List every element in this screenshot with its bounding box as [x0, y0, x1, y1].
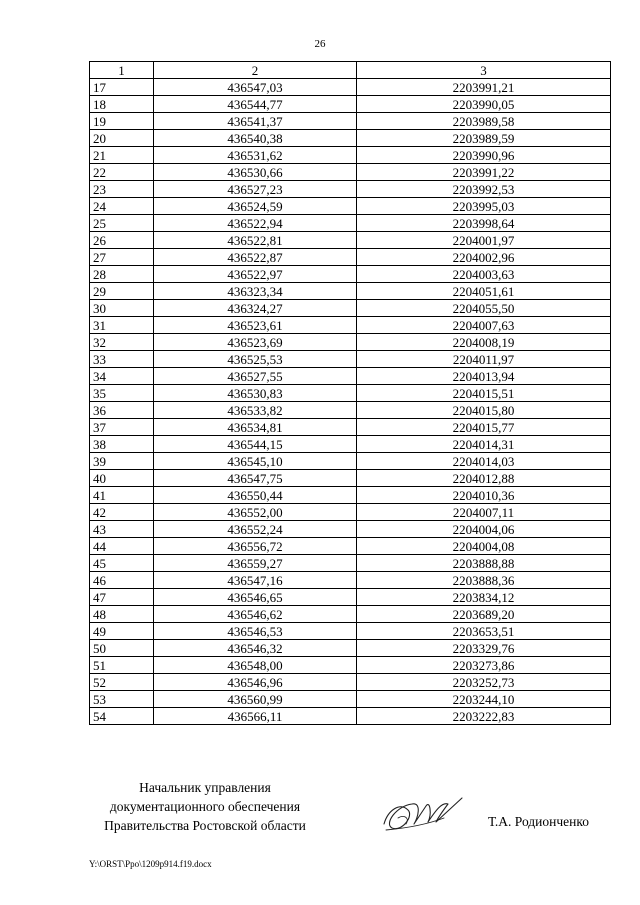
point-number-cell: 51 [90, 657, 154, 674]
point-number-cell: 44 [90, 538, 154, 555]
table-row [90, 606, 611, 623]
point-number-cell: 19 [90, 113, 154, 130]
point-number-cell: 21 [90, 147, 154, 164]
coordinate-y-cell: 2204015,51 [357, 385, 611, 402]
coordinate-y-cell: 2204012,88 [357, 470, 611, 487]
coordinate-x-cell: 436546,96 [154, 674, 357, 691]
coordinate-x-cell: 436527,23 [154, 181, 357, 198]
coordinate-y-cell: 2203989,58 [357, 113, 611, 130]
coordinate-x-cell: 436541,37 [154, 113, 357, 130]
table-row [90, 300, 611, 317]
coordinate-y-cell: 2204014,31 [357, 436, 611, 453]
coordinate-y-cell: 2204007,63 [357, 317, 611, 334]
coordinate-y-cell: 2204001,97 [357, 232, 611, 249]
coordinate-y-cell: 2203244,10 [357, 691, 611, 708]
coordinate-x-cell: 436556,72 [154, 538, 357, 555]
table-header-row [90, 62, 611, 79]
table-row [90, 453, 611, 470]
point-number-cell: 47 [90, 589, 154, 606]
coordinate-x-cell: 436324,27 [154, 300, 357, 317]
coordinate-x-cell: 436524,59 [154, 198, 357, 215]
coordinate-y-cell: 2203995,03 [357, 198, 611, 215]
coordinate-x-cell: 436527,55 [154, 368, 357, 385]
coordinate-y-cell: 2203990,05 [357, 96, 611, 113]
table-row [90, 368, 611, 385]
point-number-cell: 20 [90, 130, 154, 147]
coordinate-y-cell: 2203273,86 [357, 657, 611, 674]
coordinate-y-cell: 2203888,36 [357, 572, 611, 589]
point-number-cell: 34 [90, 368, 154, 385]
coordinate-x-cell: 436566,11 [154, 708, 357, 725]
table-row [90, 657, 611, 674]
coordinate-x-cell: 436552,00 [154, 504, 357, 521]
file-path: Y:\ORST\Ppo\1209p914.f19.docx [89, 859, 212, 869]
point-number-cell: 30 [90, 300, 154, 317]
point-number-cell: 53 [90, 691, 154, 708]
table-row [90, 351, 611, 368]
coordinate-y-cell: 2203990,96 [357, 147, 611, 164]
point-number-cell: 39 [90, 453, 154, 470]
point-number-cell: 38 [90, 436, 154, 453]
table-row [90, 521, 611, 538]
header-cell-1: 1 [90, 62, 154, 79]
page-number: 26 [314, 38, 326, 50]
header-cell-3: 3 [357, 62, 611, 79]
coordinate-y-cell: 2204055,50 [357, 300, 611, 317]
signer-title-line-3: Правительства Ростовской области [104, 818, 306, 833]
coordinate-x-cell: 436544,15 [154, 436, 357, 453]
point-number-cell: 18 [90, 96, 154, 113]
table-row [90, 402, 611, 419]
point-number-cell: 36 [90, 402, 154, 419]
coordinate-x-cell: 436540,38 [154, 130, 357, 147]
table-row [90, 96, 611, 113]
table-row [90, 334, 611, 351]
signer-title-line-1: Начальник управления [139, 780, 271, 795]
signer-title-line-2: документационного обеспечения [109, 799, 301, 814]
coordinate-y-cell: 2203834,12 [357, 589, 611, 606]
coordinates-table [89, 61, 611, 725]
coordinate-x-cell: 436559,27 [154, 555, 357, 572]
coordinate-x-cell: 436546,62 [154, 606, 357, 623]
coordinate-x-cell: 436545,10 [154, 453, 357, 470]
point-number-cell: 46 [90, 572, 154, 589]
point-number-cell: 40 [90, 470, 154, 487]
point-number-cell: 43 [90, 521, 154, 538]
coordinate-y-cell: 2203689,20 [357, 606, 611, 623]
table-row [90, 487, 611, 504]
table-row [90, 640, 611, 657]
table-row [90, 419, 611, 436]
table-row [90, 283, 611, 300]
point-number-cell: 24 [90, 198, 154, 215]
coordinate-x-cell: 436547,16 [154, 572, 357, 589]
table-row [90, 623, 611, 640]
table-row [90, 130, 611, 147]
coordinate-y-cell: 2204003,63 [357, 266, 611, 283]
coordinate-y-cell: 2203998,64 [357, 215, 611, 232]
coordinate-x-cell: 436546,53 [154, 623, 357, 640]
table-row [90, 708, 611, 725]
table-row [90, 147, 611, 164]
coordinate-y-cell: 2204011,97 [357, 351, 611, 368]
coordinate-y-cell: 2203222,83 [357, 708, 611, 725]
coordinate-x-cell: 436530,83 [154, 385, 357, 402]
point-number-cell: 37 [90, 419, 154, 436]
coordinate-x-cell: 436546,32 [154, 640, 357, 657]
coordinate-x-cell: 436560,99 [154, 691, 357, 708]
handwritten-signature [378, 788, 468, 838]
point-number-cell: 31 [90, 317, 154, 334]
coordinate-y-cell: 2204004,08 [357, 538, 611, 555]
point-number-cell: 41 [90, 487, 154, 504]
table-row [90, 317, 611, 334]
signer-name: Т.А. Родионченко [488, 814, 589, 829]
coordinate-y-cell: 2204007,11 [357, 504, 611, 521]
coordinate-x-cell: 436544,77 [154, 96, 357, 113]
table-row [90, 232, 611, 249]
table-row [90, 249, 611, 266]
coordinate-y-cell: 2204008,19 [357, 334, 611, 351]
table-row [90, 572, 611, 589]
table-row [90, 181, 611, 198]
point-number-cell: 33 [90, 351, 154, 368]
point-number-cell: 27 [90, 249, 154, 266]
coordinate-y-cell: 2204013,94 [357, 368, 611, 385]
signature-block [70, 778, 340, 835]
table-row [90, 198, 611, 215]
coordinate-x-cell: 436550,44 [154, 487, 357, 504]
coordinate-x-cell: 436522,81 [154, 232, 357, 249]
coordinate-x-cell: 436547,75 [154, 470, 357, 487]
coordinate-x-cell: 436523,61 [154, 317, 357, 334]
coordinate-x-cell: 436546,65 [154, 589, 357, 606]
point-number-cell: 29 [90, 283, 154, 300]
coordinate-y-cell: 2203653,51 [357, 623, 611, 640]
point-number-cell: 17 [90, 79, 154, 96]
coordinate-x-cell: 436531,62 [154, 147, 357, 164]
coordinates-table-body [90, 62, 611, 725]
point-number-cell: 42 [90, 504, 154, 521]
coordinate-y-cell: 2204002,96 [357, 249, 611, 266]
table-row [90, 385, 611, 402]
coordinate-x-cell: 436530,66 [154, 164, 357, 181]
table-row [90, 504, 611, 521]
coordinate-y-cell: 2204010,36 [357, 487, 611, 504]
coordinate-x-cell: 436523,69 [154, 334, 357, 351]
table-row [90, 555, 611, 572]
coordinate-x-cell: 436552,24 [154, 521, 357, 538]
point-number-cell: 50 [90, 640, 154, 657]
coordinate-y-cell: 2203252,73 [357, 674, 611, 691]
coordinate-y-cell: 2203329,76 [357, 640, 611, 657]
coordinate-y-cell: 2204015,77 [357, 419, 611, 436]
coordinate-x-cell: 436533,82 [154, 402, 357, 419]
point-number-cell: 49 [90, 623, 154, 640]
coordinate-y-cell: 2203992,53 [357, 181, 611, 198]
coordinate-y-cell: 2204004,06 [357, 521, 611, 538]
table-row [90, 470, 611, 487]
coordinate-x-cell: 436522,87 [154, 249, 357, 266]
coordinate-y-cell: 2203888,88 [357, 555, 611, 572]
point-number-cell: 25 [90, 215, 154, 232]
coordinate-y-cell: 2204015,80 [357, 402, 611, 419]
coordinate-y-cell: 2203989,59 [357, 130, 611, 147]
point-number-cell: 45 [90, 555, 154, 572]
coordinate-x-cell: 436323,34 [154, 283, 357, 300]
table-row [90, 538, 611, 555]
table-row [90, 79, 611, 96]
table-row [90, 266, 611, 283]
point-number-cell: 52 [90, 674, 154, 691]
coordinate-x-cell: 436534,81 [154, 419, 357, 436]
header-cell-2: 2 [154, 62, 357, 79]
coordinate-y-cell: 2204051,61 [357, 283, 611, 300]
point-number-cell: 22 [90, 164, 154, 181]
table-row [90, 113, 611, 130]
coordinate-x-cell: 436547,03 [154, 79, 357, 96]
coordinate-x-cell: 436525,53 [154, 351, 357, 368]
table-row [90, 215, 611, 232]
table-row [90, 589, 611, 606]
table-row [90, 691, 611, 708]
table-row [90, 164, 611, 181]
coordinate-x-cell: 436522,94 [154, 215, 357, 232]
table-row [90, 436, 611, 453]
coordinate-y-cell: 2203991,22 [357, 164, 611, 181]
point-number-cell: 23 [90, 181, 154, 198]
point-number-cell: 48 [90, 606, 154, 623]
point-number-cell: 54 [90, 708, 154, 725]
point-number-cell: 35 [90, 385, 154, 402]
table-row [90, 674, 611, 691]
coordinate-x-cell: 436522,97 [154, 266, 357, 283]
coordinate-y-cell: 2204014,03 [357, 453, 611, 470]
coordinate-x-cell: 436548,00 [154, 657, 357, 674]
point-number-cell: 26 [90, 232, 154, 249]
point-number-cell: 32 [90, 334, 154, 351]
coordinate-y-cell: 2203991,21 [357, 79, 611, 96]
point-number-cell: 28 [90, 266, 154, 283]
